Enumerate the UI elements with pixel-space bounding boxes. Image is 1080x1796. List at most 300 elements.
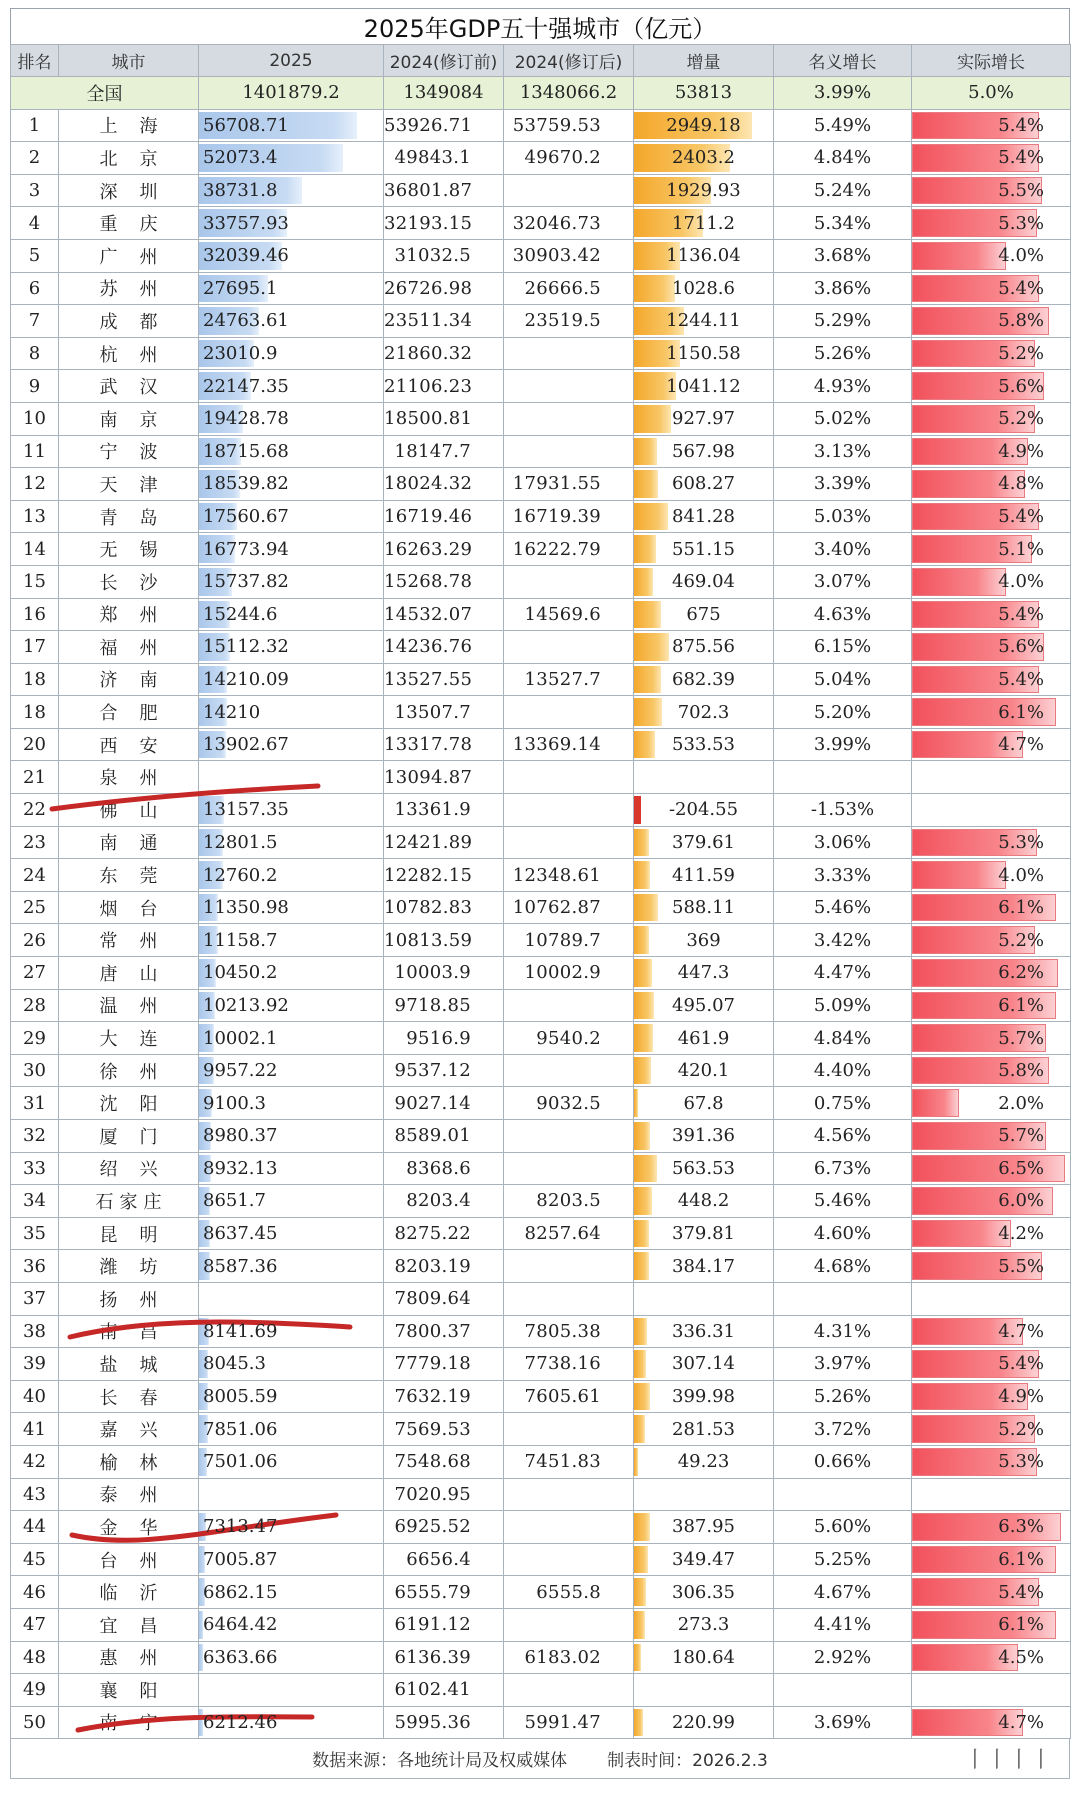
real-growth-value: 6.1% (998, 1549, 1044, 1571)
table-row (11, 1674, 1071, 1707)
table-row (11, 1706, 1071, 1739)
nominal-cell: 6.73% (774, 1152, 912, 1185)
rank-cell: 20 (11, 728, 59, 761)
pre2024-cell: 8275.22 (384, 1217, 504, 1250)
city-cell: 温州 (59, 989, 199, 1022)
increase-databar (634, 470, 658, 498)
header-2024-post: 2024(修订后) (504, 45, 634, 77)
gdp2025-cell (199, 598, 384, 631)
increase-databar (634, 1155, 657, 1183)
real-growth-value: 5.3% (998, 831, 1044, 853)
pre2024-cell: 16263.29 (384, 533, 504, 566)
pre2024-cell: 7632.19 (384, 1380, 504, 1413)
rank-cell: 23 (11, 826, 59, 859)
post2024-cell (504, 337, 634, 370)
rank-cell: 3 (11, 174, 59, 207)
increase-databar (634, 633, 669, 661)
gdp2025-value: 16773.94 (203, 538, 289, 560)
pre2024-cell: 10003.9 (384, 957, 504, 990)
increase-databar (634, 1122, 650, 1150)
real-growth-cell (912, 761, 1071, 794)
pre2024-cell: 21106.23 (384, 370, 504, 403)
city-cell: 合肥 (59, 696, 199, 729)
city-cell: 唐山 (59, 957, 199, 990)
nominal-cell: 5.26% (774, 1380, 912, 1413)
real-growth-value: 5.2% (998, 343, 1044, 365)
gdp2025-value: 19428.78 (203, 408, 289, 430)
city-cell: 深圳 (59, 174, 199, 207)
real-growth-value: 4.7% (998, 734, 1044, 756)
gdp2025-value: 6212.46 (203, 1711, 278, 1733)
gdp2025-cell (199, 1282, 384, 1315)
increase-cell (634, 1054, 774, 1087)
pre2024-cell: 9537.12 (384, 1054, 504, 1087)
national-nominal: 3.99% (774, 77, 912, 110)
real-growth-cell (912, 1511, 1071, 1544)
increase-value: 551.15 (672, 538, 735, 560)
increase-databar (634, 894, 658, 922)
gdp2025-value: 18715.68 (203, 440, 289, 462)
real-growth-value: 4.2% (998, 1223, 1044, 1245)
post2024-cell (504, 1120, 634, 1153)
real-growth-value: 6.1% (998, 897, 1044, 919)
gdp2025-cell (199, 891, 384, 924)
gdp2025-cell (199, 207, 384, 240)
increase-value: 281.53 (672, 1418, 735, 1440)
rank-cell: 10 (11, 402, 59, 435)
table-row (11, 1217, 1071, 1250)
table-row (11, 1511, 1071, 1544)
pre2024-cell: 5995.36 (384, 1706, 504, 1739)
increase-cell (634, 1282, 774, 1315)
increase-databar (634, 1057, 651, 1085)
pre2024-cell: 8203.4 (384, 1185, 504, 1218)
real-growth-cell (912, 207, 1071, 240)
rank-cell: 21 (11, 761, 59, 794)
real-growth-value: 5.4% (998, 1353, 1044, 1375)
real-growth-cell (912, 370, 1071, 403)
gdp2025-cell (199, 631, 384, 664)
gdp2025-value: 6862.15 (203, 1581, 278, 1603)
nominal-cell: 5.46% (774, 1185, 912, 1218)
table-row (11, 631, 1071, 664)
nominal-cell: 4.84% (774, 1022, 912, 1055)
increase-cell (634, 500, 774, 533)
nominal-cell: 0.75% (774, 1087, 912, 1120)
increase-databar (634, 1383, 650, 1411)
real-growth-value: 4.5% (998, 1646, 1044, 1668)
gdp2025-value: 7501.06 (203, 1451, 278, 1473)
post2024-cell: 9032.5 (504, 1087, 634, 1120)
increase-databar (634, 861, 650, 889)
rank-cell: 15 (11, 565, 59, 598)
real-growth-value: 5.7% (998, 1027, 1044, 1049)
table-row (11, 1152, 1071, 1185)
real-growth-cell (912, 989, 1071, 1022)
pre2024-cell: 7548.68 (384, 1445, 504, 1478)
city-cell: 潍坊 (59, 1250, 199, 1283)
pre2024-cell: 49843.1 (384, 142, 504, 175)
real-growth-cell (912, 402, 1071, 435)
real-growth-databar (912, 242, 1006, 270)
rank-cell: 47 (11, 1608, 59, 1641)
real-growth-cell (912, 1543, 1071, 1576)
city-cell: 西安 (59, 728, 199, 761)
pre2024-cell: 7569.53 (384, 1413, 504, 1446)
city-cell: 天津 (59, 468, 199, 501)
gdp2025-value: 10213.92 (203, 994, 289, 1016)
city-cell: 扬州 (59, 1282, 199, 1315)
real-growth-cell (912, 631, 1071, 664)
pre2024-cell: 13527.55 (384, 663, 504, 696)
pre2024-cell: 14532.07 (384, 598, 504, 631)
increase-cell (634, 1576, 774, 1609)
increase-value: 307.14 (672, 1353, 735, 1375)
nominal-cell: 5.25% (774, 1543, 912, 1576)
increase-databar (634, 1611, 645, 1639)
increase-value: 927.97 (672, 408, 735, 430)
nominal-cell: 3.72% (774, 1413, 912, 1446)
increase-databar (634, 959, 652, 987)
real-growth-cell (912, 826, 1071, 859)
increase-cell (634, 1152, 774, 1185)
rank-cell: 42 (11, 1445, 59, 1478)
post2024-cell (504, 370, 634, 403)
increase-databar (634, 1546, 648, 1574)
real-growth-value: 5.4% (998, 147, 1044, 169)
post2024-cell: 5991.47 (504, 1706, 634, 1739)
pre2024-cell: 13094.87 (384, 761, 504, 794)
post2024-cell (504, 989, 634, 1022)
increase-databar (634, 731, 655, 759)
nominal-cell: 5.03% (774, 500, 912, 533)
pre2024-cell: 36801.87 (384, 174, 504, 207)
increase-cell (634, 794, 774, 827)
increase-value: 49.23 (677, 1451, 730, 1473)
rank-cell: 48 (11, 1641, 59, 1674)
increase-value: 379.81 (672, 1223, 735, 1245)
increase-value: 67.8 (683, 1092, 724, 1114)
real-growth-value: 5.5% (998, 180, 1044, 202)
increase-value: 469.04 (672, 571, 735, 593)
increase-cell (634, 631, 774, 664)
gdp2025-cell (199, 859, 384, 892)
post2024-cell: 6183.02 (504, 1641, 634, 1674)
post2024-cell: 7805.38 (504, 1315, 634, 1348)
nominal-cell: 5.60% (774, 1511, 912, 1544)
post2024-cell: 10002.9 (504, 957, 634, 990)
real-growth-cell (912, 1445, 1071, 1478)
real-growth-value: 5.5% (998, 1255, 1044, 1277)
pre2024-cell: 7779.18 (384, 1348, 504, 1381)
city-cell: 石家庄 (59, 1185, 199, 1218)
footer-source: 数据来源：各地统计局及权威媒体 (312, 1751, 568, 1772)
increase-value: 567.98 (672, 440, 735, 462)
post2024-cell: 23519.5 (504, 305, 634, 338)
rank-cell: 27 (11, 957, 59, 990)
nominal-cell: 4.41% (774, 1608, 912, 1641)
post2024-cell (504, 1413, 634, 1446)
nominal-cell: 4.47% (774, 957, 912, 990)
table-footer (10, 1739, 1070, 1779)
increase-databar (634, 1187, 652, 1215)
national-post2024: 1348066.2 (504, 77, 634, 110)
nominal-cell: 5.24% (774, 174, 912, 207)
real-growth-value: 5.4% (998, 668, 1044, 690)
real-growth-cell (912, 1348, 1071, 1381)
city-cell: 临沂 (59, 1576, 199, 1609)
real-growth-cell (912, 1217, 1071, 1250)
increase-databar (634, 1350, 646, 1378)
nominal-cell: 3.13% (774, 435, 912, 468)
nominal-cell: 4.40% (774, 1054, 912, 1087)
increase-cell (634, 728, 774, 761)
rank-cell: 22 (11, 794, 59, 827)
national-pre2024: 1349084 (384, 77, 504, 110)
increase-value: 447.3 (677, 962, 730, 984)
post2024-cell: 53759.53 (504, 109, 634, 142)
increase-cell (634, 533, 774, 566)
nominal-cell (774, 1478, 912, 1511)
pre2024-cell: 53926.71 (384, 109, 504, 142)
real-growth-value: 5.6% (998, 636, 1044, 658)
rank-cell: 24 (11, 859, 59, 892)
increase-cell (634, 370, 774, 403)
nominal-cell: 4.63% (774, 598, 912, 631)
increase-cell (634, 1348, 774, 1381)
real-growth-value: 5.4% (998, 277, 1044, 299)
increase-value: 588.11 (672, 897, 735, 919)
pre2024-cell: 6191.12 (384, 1608, 504, 1641)
increase-databar (634, 1220, 649, 1248)
increase-databar (634, 992, 654, 1020)
gdp2025-value: 8045.3 (203, 1353, 266, 1375)
real-growth-cell (912, 1087, 1071, 1120)
nominal-cell: 3.69% (774, 1706, 912, 1739)
table-row (11, 1054, 1071, 1087)
pre2024-cell: 8589.01 (384, 1120, 504, 1153)
rank-cell: 30 (11, 1054, 59, 1087)
increase-cell (634, 174, 774, 207)
increase-value: 448.2 (677, 1190, 730, 1212)
real-growth-cell (912, 1120, 1071, 1153)
rank-cell: 38 (11, 1315, 59, 1348)
increase-cell (634, 1185, 774, 1218)
real-growth-cell (912, 337, 1071, 370)
gdp2025-value: 10450.2 (203, 962, 278, 984)
gdp2025-value: 24763.61 (203, 310, 289, 332)
increase-cell (634, 1511, 774, 1544)
increase-value: 1244.11 (666, 310, 741, 332)
table-container (10, 8, 1070, 1779)
header-real-growth: 实际增长 (912, 45, 1071, 77)
increase-value: 273.3 (677, 1614, 730, 1636)
nominal-cell: 3.39% (774, 468, 912, 501)
nominal-cell: 3.86% (774, 272, 912, 305)
city-cell: 青岛 (59, 500, 199, 533)
rank-cell: 31 (11, 1087, 59, 1120)
increase-value: 369 (686, 929, 721, 951)
rank-cell: 18 (11, 696, 59, 729)
gdp2025-value: 9100.3 (203, 1092, 266, 1114)
nominal-cell: 5.02% (774, 402, 912, 435)
increase-cell (634, 891, 774, 924)
table-row (11, 305, 1071, 338)
post2024-cell (504, 631, 634, 664)
increase-value: 1028.6 (672, 277, 735, 299)
city-cell: 嘉兴 (59, 1413, 199, 1446)
rank-cell: 36 (11, 1250, 59, 1283)
increase-value: 306.35 (672, 1581, 735, 1603)
increase-databar (634, 1578, 646, 1606)
national-gdp2025: 1401879.2 (199, 77, 384, 110)
increase-value: 384.17 (672, 1255, 735, 1277)
pre2024-cell: 13507.7 (384, 696, 504, 729)
post2024-cell: 7605.61 (504, 1380, 634, 1413)
city-cell: 大连 (59, 1022, 199, 1055)
table-row (11, 1022, 1071, 1055)
increase-databar (634, 666, 661, 694)
pre2024-cell: 31032.5 (384, 239, 504, 272)
gdp2025-cell (199, 1054, 384, 1087)
increase-cell (634, 337, 774, 370)
pre2024-cell: 6925.52 (384, 1511, 504, 1544)
pre2024-cell: 13317.78 (384, 728, 504, 761)
table-row (11, 957, 1071, 990)
nominal-cell: 4.68% (774, 1250, 912, 1283)
real-growth-value: 6.1% (998, 701, 1044, 723)
gdp2025-cell (199, 1120, 384, 1153)
table-row (11, 207, 1071, 240)
pre2024-cell: 8203.19 (384, 1250, 504, 1283)
gdp2025-cell (199, 1315, 384, 1348)
real-growth-cell (912, 272, 1071, 305)
increase-databar (634, 1644, 641, 1672)
gdp2025-cell (199, 1543, 384, 1576)
gdp2025-value: 11350.98 (203, 897, 289, 919)
city-cell: 济南 (59, 663, 199, 696)
increase-databar (634, 926, 649, 954)
gdp2025-value: 7851.06 (203, 1418, 278, 1440)
table-row (11, 1478, 1071, 1511)
increase-value: 495.07 (672, 994, 735, 1016)
post2024-cell: 9540.2 (504, 1022, 634, 1055)
gdp2025-cell (199, 272, 384, 305)
real-growth-value: 4.8% (998, 473, 1044, 495)
gdp2025-cell (199, 109, 384, 142)
increase-cell (634, 1478, 774, 1511)
rank-cell: 5 (11, 239, 59, 272)
real-growth-value: 5.4% (998, 1581, 1044, 1603)
city-cell: 成都 (59, 305, 199, 338)
gdp2025-value: 27695.1 (203, 277, 278, 299)
increase-value: 1929.93 (666, 180, 741, 202)
gdp2025-value: 14210.09 (203, 668, 289, 690)
real-growth-cell (912, 305, 1071, 338)
increase-cell (634, 1250, 774, 1283)
post2024-cell: 7738.16 (504, 1348, 634, 1381)
pre2024-cell: 12421.89 (384, 826, 504, 859)
pre2024-cell: 7020.95 (384, 1478, 504, 1511)
national-label: 全国 (11, 77, 199, 110)
gdp2025-value: 15737.82 (203, 571, 289, 593)
gdp2025-value: 12760.2 (203, 864, 278, 886)
gdp2025-value: 38731.8 (203, 180, 278, 202)
table-row (11, 337, 1071, 370)
increase-cell (634, 435, 774, 468)
city-cell: 沈阳 (59, 1087, 199, 1120)
table-row (11, 174, 1071, 207)
post2024-cell (504, 435, 634, 468)
real-growth-cell (912, 924, 1071, 957)
rank-cell: 35 (11, 1217, 59, 1250)
real-growth-value: 4.9% (998, 1386, 1044, 1408)
increase-cell (634, 1217, 774, 1250)
pre2024-cell: 9027.14 (384, 1087, 504, 1120)
increase-databar (634, 1415, 645, 1443)
pre2024-cell: 6102.41 (384, 1674, 504, 1707)
nominal-cell: 4.93% (774, 370, 912, 403)
real-growth-value: 6.5% (998, 1157, 1044, 1179)
nominal-cell: 3.40% (774, 533, 912, 566)
rank-cell: 14 (11, 533, 59, 566)
gdp2025-cell (199, 435, 384, 468)
post2024-cell (504, 826, 634, 859)
pre2024-cell: 7809.64 (384, 1282, 504, 1315)
real-growth-value: 6.2% (998, 962, 1044, 984)
increase-databar (634, 698, 662, 726)
nominal-cell: 5.46% (774, 891, 912, 924)
pre2024-cell: 6136.39 (384, 1641, 504, 1674)
rank-cell: 16 (11, 598, 59, 631)
nominal-cell: 4.56% (774, 1120, 912, 1153)
gdp2025-cell (199, 1445, 384, 1478)
gdp2025-value: 10002.1 (203, 1027, 278, 1049)
city-cell: 广州 (59, 239, 199, 272)
pre2024-cell: 15268.78 (384, 565, 504, 598)
post2024-cell (504, 174, 634, 207)
post2024-cell (504, 1511, 634, 1544)
table-row (11, 142, 1071, 175)
increase-cell (634, 1445, 774, 1478)
real-growth-value: 5.6% (998, 375, 1044, 397)
nominal-cell: 4.60% (774, 1217, 912, 1250)
post2024-cell: 10789.7 (504, 924, 634, 957)
table-row (11, 1348, 1071, 1381)
city-cell: 宜昌 (59, 1608, 199, 1641)
real-growth-cell (912, 696, 1071, 729)
rank-cell: 50 (11, 1706, 59, 1739)
city-cell: 重庆 (59, 207, 199, 240)
increase-cell (634, 1087, 774, 1120)
pre2024-cell: 18024.32 (384, 468, 504, 501)
real-growth-cell (912, 109, 1071, 142)
increase-value: 411.59 (672, 864, 735, 886)
rank-cell: 26 (11, 924, 59, 957)
city-cell: 佛山 (59, 794, 199, 827)
increase-cell (634, 1413, 774, 1446)
nominal-cell: 5.34% (774, 207, 912, 240)
gdp2025-cell (199, 1380, 384, 1413)
post2024-cell: 6555.8 (504, 1576, 634, 1609)
real-growth-cell (912, 435, 1071, 468)
gdp2025-cell (199, 239, 384, 272)
gdp2025-cell (199, 500, 384, 533)
real-growth-value: 5.4% (998, 114, 1044, 136)
gdp2025-cell (199, 468, 384, 501)
gdp2025-cell (199, 1217, 384, 1250)
increase-databar (634, 503, 668, 531)
